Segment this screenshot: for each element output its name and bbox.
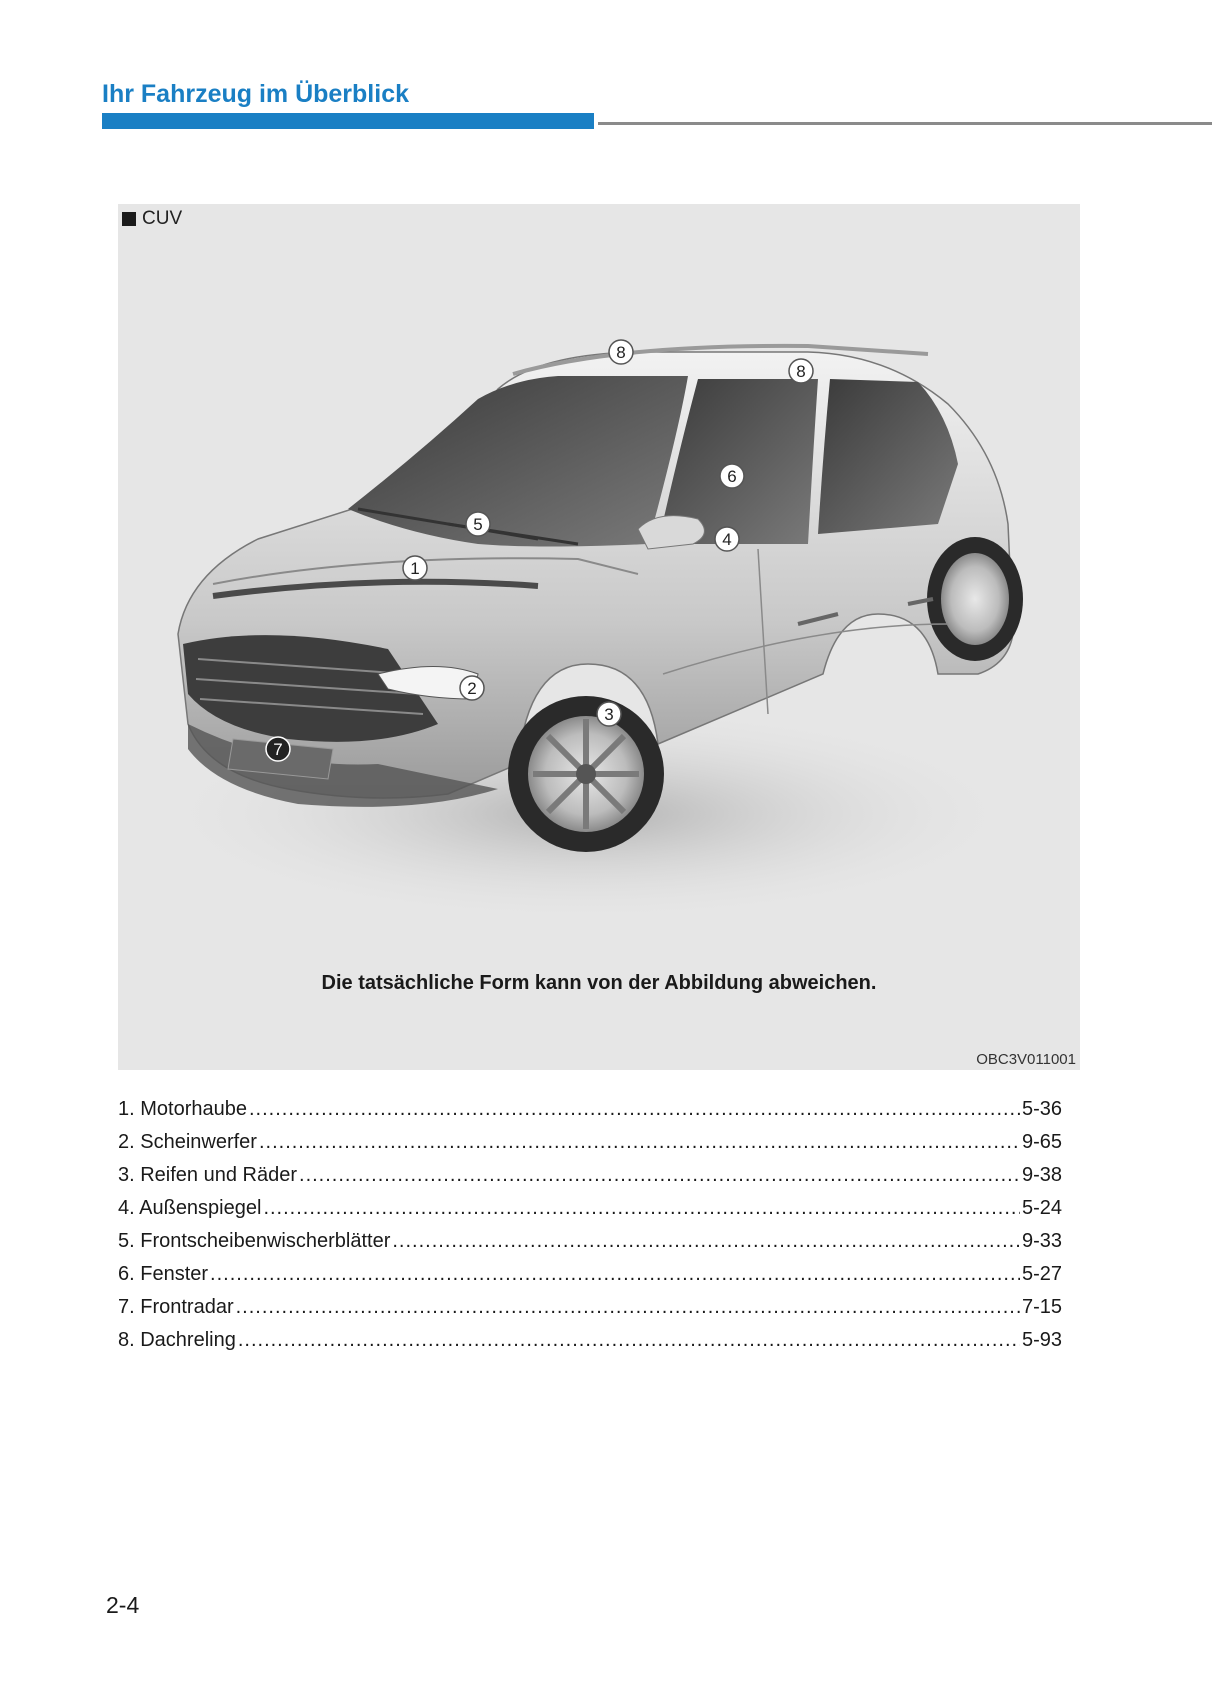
section-title: Ihr Fahrzeug im Überblick bbox=[102, 80, 410, 108]
svg-text:5: 5 bbox=[473, 515, 483, 534]
header-rule-blue bbox=[102, 113, 594, 129]
callout-4 bbox=[715, 527, 739, 551]
svg-text:3: 3 bbox=[604, 705, 614, 724]
list-item: 3. Reifen und Räder ..... 9-38 bbox=[118, 1164, 1062, 1197]
vehicle-figure bbox=[118, 204, 1080, 1070]
figure-disclaimer: Die tatsächliche Form kann von der Abbildung abweichen. bbox=[321, 972, 877, 994]
svg-text:1: 1 bbox=[410, 559, 420, 578]
parts-list bbox=[118, 1098, 1062, 1362]
rear-wheel-rim bbox=[941, 553, 1009, 645]
header-rule-gray bbox=[598, 122, 1212, 125]
page-number: 2-4 bbox=[106, 1592, 140, 1618]
callout-3 bbox=[597, 702, 621, 726]
callout-8a bbox=[609, 340, 633, 364]
figure-tag-label: CUV bbox=[142, 208, 183, 229]
svg-text:7: 7 bbox=[273, 740, 283, 759]
svg-text:8: 8 bbox=[616, 343, 626, 362]
callout-1 bbox=[403, 556, 427, 580]
list-item: 8. Dachreling ..... 5-93 bbox=[118, 1329, 1062, 1362]
svg-text:4: 4 bbox=[722, 530, 732, 549]
car-illustration bbox=[118, 204, 1080, 944]
list-item: 1. Motorhaube ..... 5-36 bbox=[118, 1098, 1062, 1131]
callout-7 bbox=[266, 737, 290, 761]
list-item: 4. Außenspiegel ..... 5-24 bbox=[118, 1197, 1062, 1230]
windshield bbox=[348, 376, 688, 547]
callout-8b bbox=[789, 359, 813, 383]
callout-6 bbox=[720, 464, 744, 488]
svg-text:6: 6 bbox=[727, 467, 737, 486]
svg-text:2: 2 bbox=[467, 679, 477, 698]
list-item: 5. Frontscheibenwischerblätter ..... 9-33 bbox=[118, 1230, 1062, 1263]
figure-code: OBC3V011001 bbox=[976, 1051, 1076, 1068]
callout-5 bbox=[466, 512, 490, 536]
list-item: 2. Scheinwerfer ..... 9-65 bbox=[118, 1131, 1062, 1164]
svg-text:8: 8 bbox=[796, 362, 806, 381]
list-item: 7. Frontradar ..... 7-15 bbox=[118, 1296, 1062, 1329]
callout-2 bbox=[460, 676, 484, 700]
list-item: 6. Fenster ..... 5-27 bbox=[118, 1263, 1062, 1296]
